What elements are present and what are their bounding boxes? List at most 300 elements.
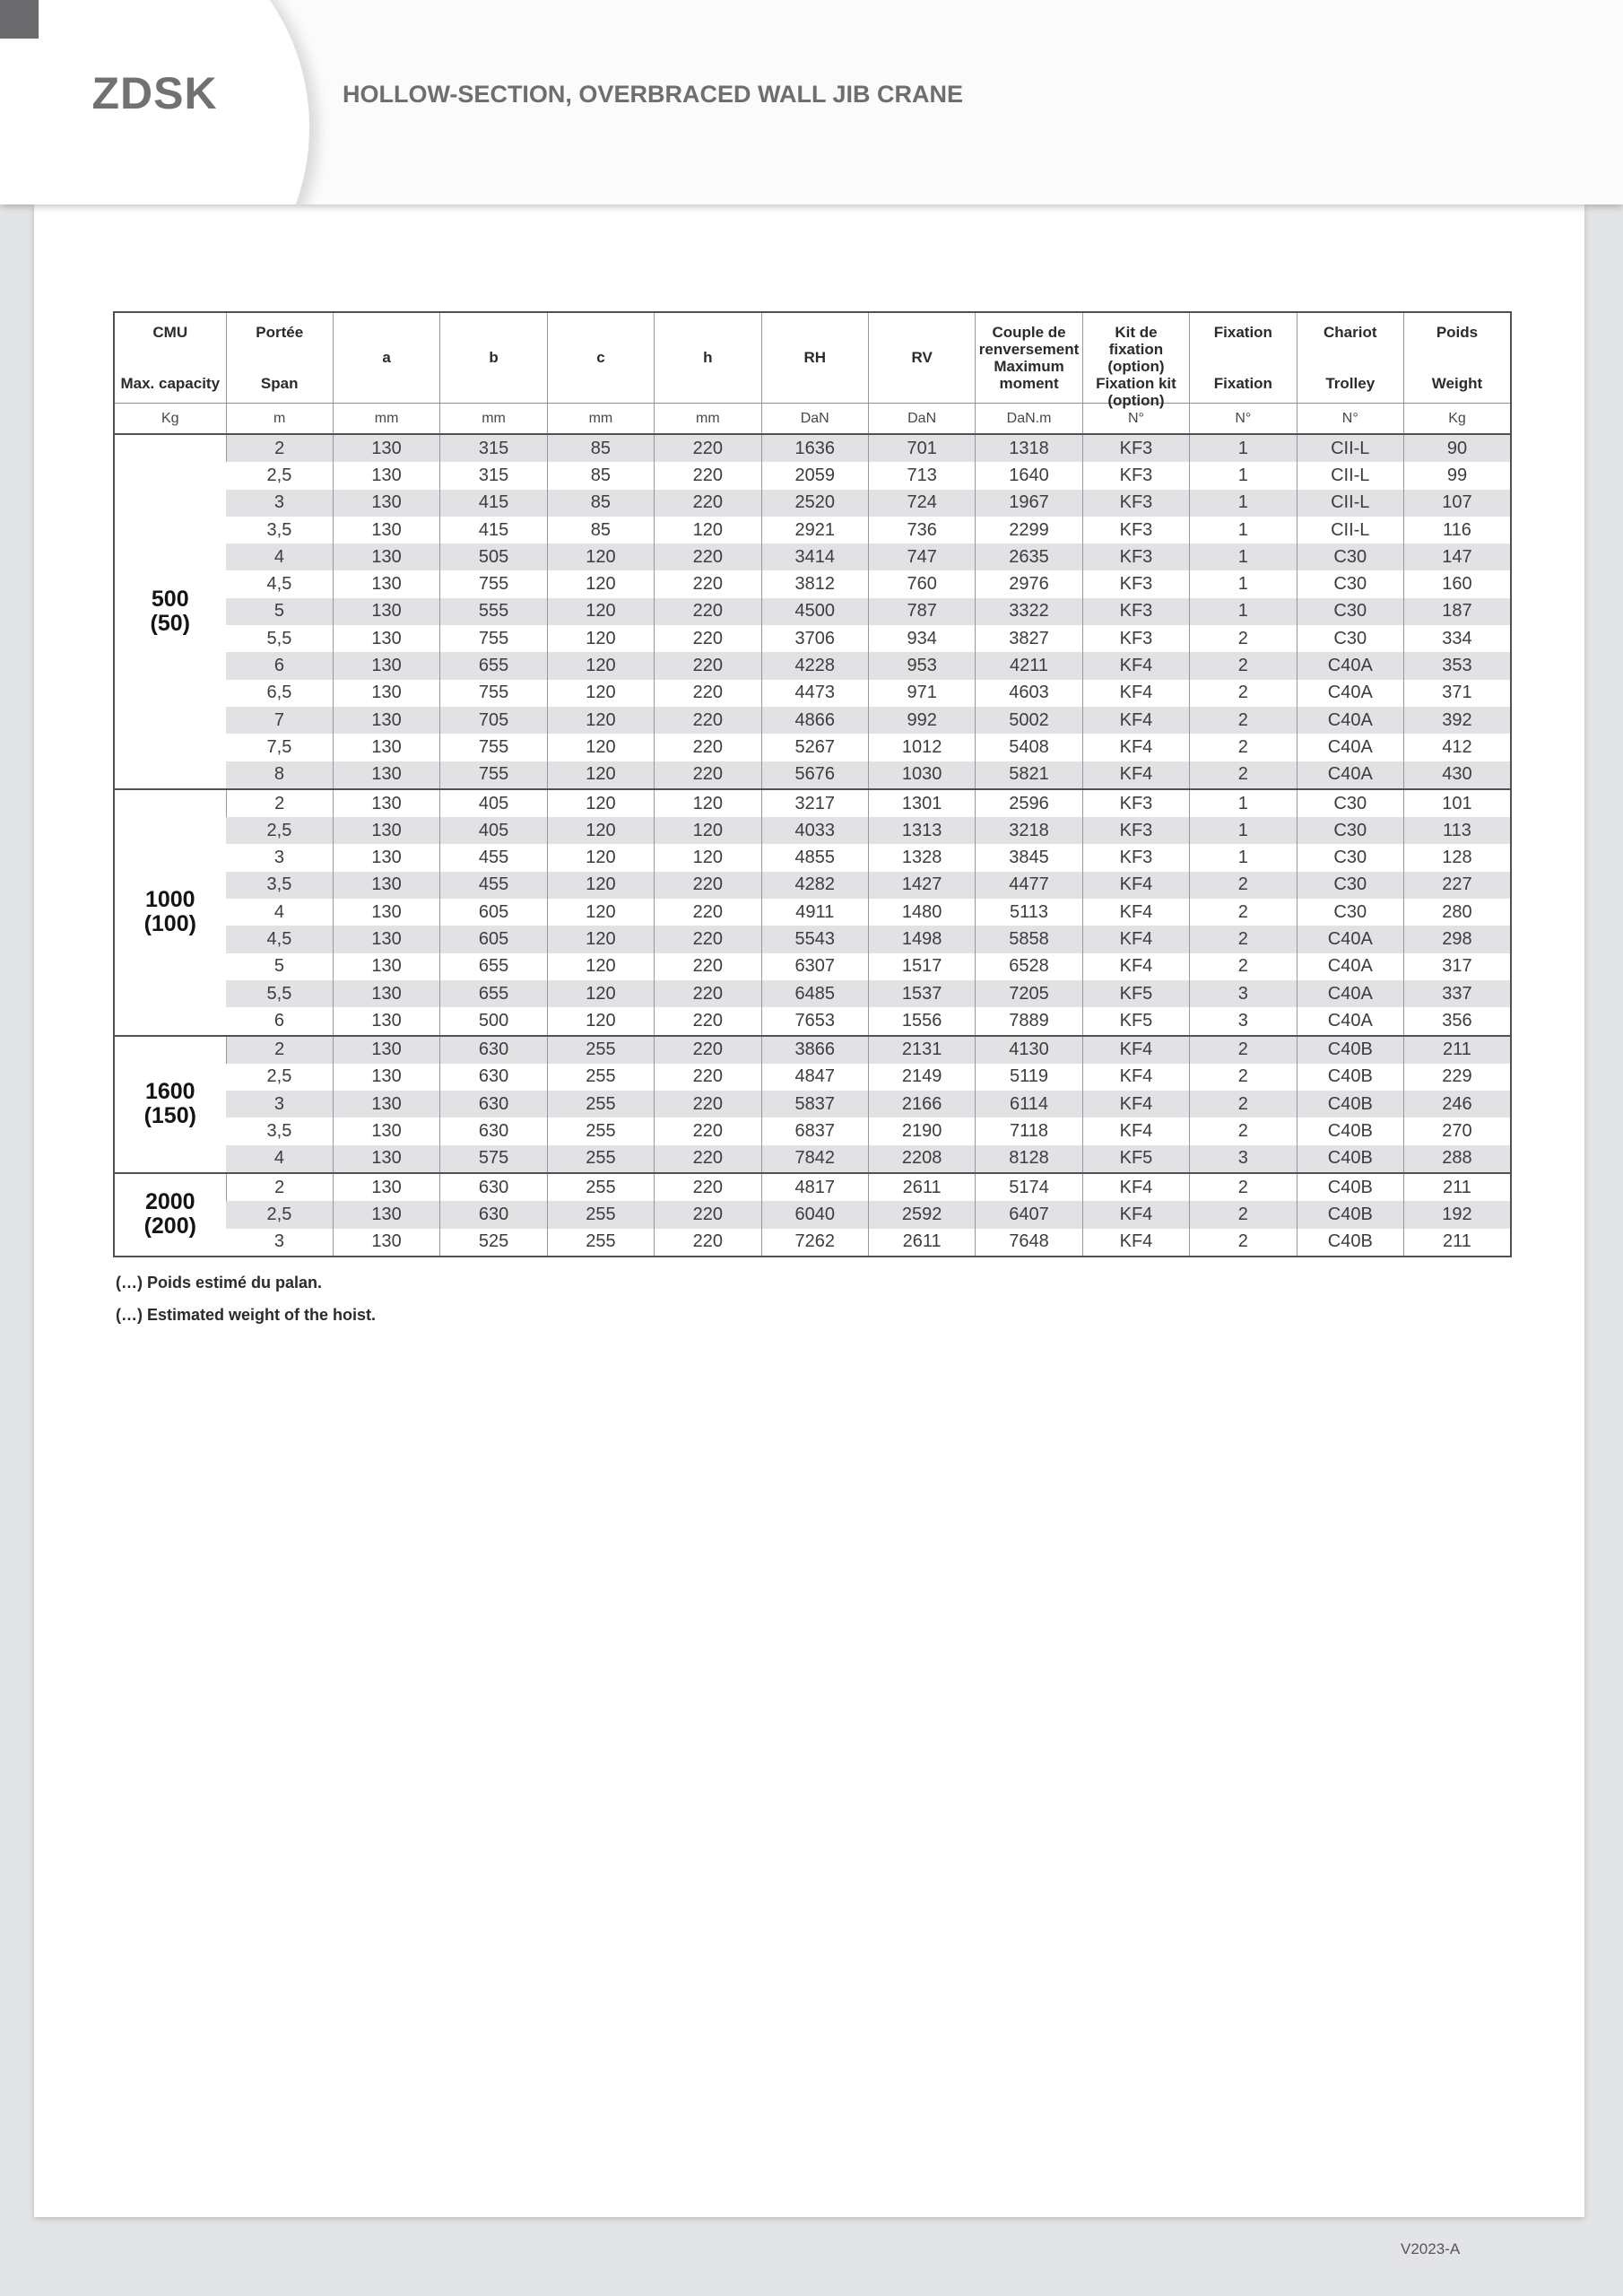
table-cell: 5174 bbox=[976, 1173, 1082, 1201]
table-cell: 2 bbox=[1190, 761, 1297, 789]
header-cell bbox=[226, 312, 333, 404]
table-cell: 130 bbox=[333, 1007, 439, 1035]
table-cell: 160 bbox=[1403, 570, 1511, 597]
table-cell: 334 bbox=[1403, 625, 1511, 652]
table-cell: C40A bbox=[1297, 652, 1403, 679]
table-cell: KF4 bbox=[1082, 1118, 1189, 1144]
table-cell: 2208 bbox=[868, 1145, 975, 1173]
table-cell: CII-L bbox=[1297, 434, 1403, 462]
table-cell: 630 bbox=[440, 1091, 547, 1118]
table-row bbox=[114, 1007, 1511, 1035]
header-cell bbox=[440, 312, 547, 404]
table-cell: 3 bbox=[1190, 1145, 1297, 1173]
table-cell: 255 bbox=[547, 1036, 654, 1064]
table-cell: 99 bbox=[1403, 462, 1511, 489]
table-cell: 1 bbox=[1190, 570, 1297, 597]
table-cell: 120 bbox=[547, 707, 654, 734]
table-cell: 2 bbox=[226, 1173, 333, 1201]
table-cell: C40A bbox=[1297, 734, 1403, 761]
table-cell: KF4 bbox=[1082, 680, 1189, 707]
header-label-fr: a bbox=[382, 349, 391, 367]
table-cell: 220 bbox=[655, 625, 761, 652]
header-label-fr: Chariot bbox=[1324, 324, 1377, 341]
table-cell: KF4 bbox=[1082, 707, 1189, 734]
table-cell: 5 bbox=[226, 953, 333, 980]
table-cell: 220 bbox=[655, 1229, 761, 1257]
table-cell: C40A bbox=[1297, 926, 1403, 952]
capacity-group bbox=[114, 1036, 1511, 1173]
table-cell: 605 bbox=[440, 926, 547, 952]
table-cell: 2520 bbox=[761, 490, 868, 517]
table-cell: 2611 bbox=[868, 1229, 975, 1257]
header-cell-wrap bbox=[1298, 313, 1403, 403]
table-cell: 430 bbox=[1403, 761, 1511, 789]
table-cell: 130 bbox=[333, 490, 439, 517]
table-cell: 3 bbox=[226, 490, 333, 517]
header-label-fr: RV bbox=[911, 349, 933, 367]
header-cell bbox=[655, 312, 761, 404]
table-row bbox=[114, 953, 1511, 980]
table-cell: 3827 bbox=[976, 625, 1082, 652]
table-cell: 255 bbox=[547, 1145, 654, 1173]
header-label-en: Span bbox=[260, 374, 299, 392]
table-row bbox=[114, 1201, 1511, 1228]
table-cell: 3 bbox=[226, 844, 333, 871]
table-cell: C40B bbox=[1297, 1091, 1403, 1118]
table-cell: KF4 bbox=[1082, 1173, 1189, 1201]
table-cell: 220 bbox=[655, 926, 761, 952]
table-cell: 934 bbox=[868, 625, 975, 652]
table-cell: 130 bbox=[333, 625, 439, 652]
table-cell: KF3 bbox=[1082, 789, 1189, 817]
table-cell: 2 bbox=[1190, 953, 1297, 980]
header-cell-wrap bbox=[655, 313, 760, 403]
capacity-value: 1600 bbox=[144, 1079, 195, 1105]
table-cell: 630 bbox=[440, 1118, 547, 1144]
table-cell: 227 bbox=[1403, 872, 1511, 899]
unit-cell: mm bbox=[655, 404, 761, 435]
header-label-en: Maximum moment bbox=[994, 358, 1064, 393]
table-cell: 705 bbox=[440, 707, 547, 734]
table-cell: 7889 bbox=[976, 1007, 1082, 1035]
table-cell: 130 bbox=[333, 1201, 439, 1228]
table-cell: 6114 bbox=[976, 1091, 1082, 1118]
header-label-en: Max. capacity bbox=[120, 374, 221, 392]
table-cell: 5267 bbox=[761, 734, 868, 761]
table-cell: 505 bbox=[440, 544, 547, 570]
table-cell: 555 bbox=[440, 598, 547, 625]
header-cell bbox=[1082, 312, 1189, 410]
unit-cell: N° bbox=[1297, 404, 1403, 435]
table-cell: 1 bbox=[1190, 817, 1297, 844]
table-row bbox=[114, 570, 1511, 597]
table-cell: 4228 bbox=[761, 652, 868, 679]
table-cell: 120 bbox=[547, 761, 654, 789]
table-cell: 575 bbox=[440, 1145, 547, 1173]
table-row bbox=[114, 844, 1511, 871]
table-cell: 90 bbox=[1403, 434, 1511, 462]
table-cell: 5119 bbox=[976, 1064, 1082, 1091]
unit-cell: mm bbox=[547, 404, 654, 435]
table-cell: 130 bbox=[333, 707, 439, 734]
header-label-en: Weight bbox=[1431, 374, 1483, 392]
header-cell-wrap bbox=[1083, 313, 1189, 410]
table-cell: 220 bbox=[655, 761, 761, 789]
capacity-value: 2000 bbox=[144, 1189, 195, 1215]
table-cell: 4911 bbox=[761, 899, 868, 926]
table-cell: 130 bbox=[333, 817, 439, 844]
table-cell: 220 bbox=[655, 1007, 761, 1035]
table-cell: 2 bbox=[226, 789, 333, 817]
table-cell: KF4 bbox=[1082, 953, 1189, 980]
table-cell: 2149 bbox=[868, 1064, 975, 1091]
table-cell: 120 bbox=[547, 817, 654, 844]
table-cell: 1 bbox=[1190, 844, 1297, 871]
table-cell: 2131 bbox=[868, 1036, 975, 1064]
header-label-en: Trolley bbox=[1325, 374, 1376, 392]
table-cell: 1967 bbox=[976, 490, 1082, 517]
table-row bbox=[114, 789, 1511, 817]
capacity-cell bbox=[114, 789, 226, 1036]
table-cell: 1 bbox=[1190, 490, 1297, 517]
table-cell: 220 bbox=[655, 544, 761, 570]
table-cell: KF4 bbox=[1082, 1064, 1189, 1091]
capacity-cell bbox=[114, 1036, 226, 1173]
table-cell: 6485 bbox=[761, 980, 868, 1007]
table-cell: 2190 bbox=[868, 1118, 975, 1144]
table-cell: 4817 bbox=[761, 1173, 868, 1201]
unit-cell: Kg bbox=[1403, 404, 1511, 435]
table-cell: KF3 bbox=[1082, 490, 1189, 517]
table-cell: 7842 bbox=[761, 1145, 868, 1173]
table-cell: 655 bbox=[440, 652, 547, 679]
table-cell: 1480 bbox=[868, 899, 975, 926]
table-cell: 1498 bbox=[868, 926, 975, 952]
table-row bbox=[114, 598, 1511, 625]
table-cell: C30 bbox=[1297, 625, 1403, 652]
table-cell: KF4 bbox=[1082, 872, 1189, 899]
table-cell: 630 bbox=[440, 1173, 547, 1201]
table-cell: KF5 bbox=[1082, 1007, 1189, 1035]
table-cell: 130 bbox=[333, 1118, 439, 1144]
table-cell: 120 bbox=[547, 899, 654, 926]
table-cell: 1 bbox=[1190, 544, 1297, 570]
table-row bbox=[114, 761, 1511, 789]
table-cell: 220 bbox=[655, 980, 761, 1007]
table-cell: 130 bbox=[333, 926, 439, 952]
table-cell: KF3 bbox=[1082, 517, 1189, 544]
table-cell: 4855 bbox=[761, 844, 868, 871]
header-label-fr: Kit de fixation (option) bbox=[1107, 324, 1165, 376]
unit-cell: N° bbox=[1190, 404, 1297, 435]
table-cell: 455 bbox=[440, 872, 547, 899]
header-cell bbox=[1190, 312, 1297, 404]
table-cell: 120 bbox=[547, 926, 654, 952]
table-cell: 220 bbox=[655, 1118, 761, 1144]
table-cell: 736 bbox=[868, 517, 975, 544]
table-cell: KF3 bbox=[1082, 462, 1189, 489]
table-cell: 755 bbox=[440, 625, 547, 652]
table-cell: 2 bbox=[1190, 1173, 1297, 1201]
table-cell: 255 bbox=[547, 1091, 654, 1118]
table-cell: 2592 bbox=[868, 1201, 975, 1228]
table-cell: 455 bbox=[440, 844, 547, 871]
table-cell: 220 bbox=[655, 680, 761, 707]
capacity-sub: (100) bbox=[143, 911, 196, 937]
table-cell: 220 bbox=[655, 652, 761, 679]
table-cell: 187 bbox=[1403, 598, 1511, 625]
table-cell: 220 bbox=[655, 462, 761, 489]
table-cell: 120 bbox=[547, 789, 654, 817]
table-cell: 2,5 bbox=[226, 1064, 333, 1091]
table-cell: 4,5 bbox=[226, 570, 333, 597]
header-cell-wrap bbox=[1404, 313, 1510, 403]
table-cell: 713 bbox=[868, 462, 975, 489]
table-cell: 1318 bbox=[976, 434, 1082, 462]
table-cell: KF4 bbox=[1082, 761, 1189, 789]
table-cell: 288 bbox=[1403, 1145, 1511, 1173]
table-cell: 130 bbox=[333, 1036, 439, 1064]
header-cell bbox=[114, 312, 226, 404]
table-cell: 6307 bbox=[761, 953, 868, 980]
page-title: HOLLOW-SECTION, OVERBRACED WALL JIB CRANE bbox=[343, 81, 963, 108]
table-cell: KF4 bbox=[1082, 926, 1189, 952]
table-cell: 953 bbox=[868, 652, 975, 679]
table-cell: 2 bbox=[1190, 652, 1297, 679]
table-cell: 6040 bbox=[761, 1201, 868, 1228]
table-cell: 8128 bbox=[976, 1145, 1082, 1173]
header-label-en: Fixation kit (option) bbox=[1096, 375, 1176, 410]
table-cell: 229 bbox=[1403, 1064, 1511, 1091]
capacity-group bbox=[114, 434, 1511, 789]
table-cell: 2 bbox=[1190, 1064, 1297, 1091]
table-cell: 3706 bbox=[761, 625, 868, 652]
table-cell: 356 bbox=[1403, 1007, 1511, 1035]
table-cell: 1 bbox=[1190, 462, 1297, 489]
table-cell: 5,5 bbox=[226, 980, 333, 1007]
table-row bbox=[114, 625, 1511, 652]
table-cell: 220 bbox=[655, 1201, 761, 1228]
table-cell: 2 bbox=[1190, 926, 1297, 952]
header-label-fr: Portée bbox=[256, 324, 304, 341]
table-cell: 1517 bbox=[868, 953, 975, 980]
unit-cell: DaN bbox=[761, 404, 868, 435]
footnote-fr: (…) Poids estimé du palan. bbox=[116, 1274, 323, 1292]
table-cell: 992 bbox=[868, 707, 975, 734]
version-label: V2023-A bbox=[1401, 2240, 1461, 2257]
table-cell: 130 bbox=[333, 1091, 439, 1118]
table-cell: 6837 bbox=[761, 1118, 868, 1144]
header-cell bbox=[333, 312, 439, 404]
unit-cell: m bbox=[226, 404, 333, 435]
table-head bbox=[114, 312, 1511, 434]
capacity-sub: (50) bbox=[150, 610, 190, 636]
table-cell: 113 bbox=[1403, 817, 1511, 844]
table-cell: 3845 bbox=[976, 844, 1082, 871]
table-cell: 1012 bbox=[868, 734, 975, 761]
table-cell: 755 bbox=[440, 680, 547, 707]
table-cell: 120 bbox=[547, 734, 654, 761]
table-cell: C30 bbox=[1297, 598, 1403, 625]
table-cell: 5 bbox=[226, 598, 333, 625]
table-cell: 315 bbox=[440, 434, 547, 462]
unit-cell: DaN.m bbox=[976, 404, 1082, 435]
table-cell: 3812 bbox=[761, 570, 868, 597]
unit-cell: DaN bbox=[868, 404, 975, 435]
table-cell: 2976 bbox=[976, 570, 1082, 597]
table-cell: 120 bbox=[547, 872, 654, 899]
table-cell: 655 bbox=[440, 953, 547, 980]
table-cell: 4130 bbox=[976, 1036, 1082, 1064]
table-cell: KF3 bbox=[1082, 598, 1189, 625]
table-cell: 120 bbox=[655, 817, 761, 844]
table-cell: 130 bbox=[333, 570, 439, 597]
table-cell: 7648 bbox=[976, 1229, 1082, 1257]
table-cell: KF4 bbox=[1082, 1036, 1189, 1064]
table-cell: 130 bbox=[333, 652, 439, 679]
table-cell: 120 bbox=[547, 680, 654, 707]
table-cell: 605 bbox=[440, 899, 547, 926]
table-cell: 3 bbox=[1190, 980, 1297, 1007]
table-cell: 246 bbox=[1403, 1091, 1511, 1118]
table-cell: 500 bbox=[440, 1007, 547, 1035]
table-cell: 120 bbox=[547, 625, 654, 652]
table-cell: 2059 bbox=[761, 462, 868, 489]
table-cell: 220 bbox=[655, 1064, 761, 1091]
table-cell: 4473 bbox=[761, 680, 868, 707]
header-label-fr: Couple de renversement bbox=[978, 324, 1080, 359]
table-row bbox=[114, 1229, 1511, 1257]
footnote-en: (…) Estimated weight of the hoist. bbox=[116, 1306, 377, 1324]
table-cell: 2,5 bbox=[226, 462, 333, 489]
table-row bbox=[114, 872, 1511, 899]
table-cell: 1640 bbox=[976, 462, 1082, 489]
table-cell: 2 bbox=[1190, 734, 1297, 761]
header-cell bbox=[976, 312, 1082, 404]
header-label-fr: c bbox=[596, 349, 605, 367]
table-row bbox=[114, 462, 1511, 489]
table-cell: KF3 bbox=[1082, 544, 1189, 570]
table-cell: 5858 bbox=[976, 926, 1082, 952]
table-cell: 120 bbox=[547, 652, 654, 679]
table-cell: 6407 bbox=[976, 1201, 1082, 1228]
table-cell: 353 bbox=[1403, 652, 1511, 679]
table-cell: 7,5 bbox=[226, 734, 333, 761]
capacity-sub: (200) bbox=[143, 1213, 196, 1239]
table-cell: KF5 bbox=[1082, 980, 1189, 1007]
table-cell: 2 bbox=[1190, 1091, 1297, 1118]
table-cell: 4,5 bbox=[226, 926, 333, 952]
table-cell: 255 bbox=[547, 1064, 654, 1091]
table-cell: 4 bbox=[226, 544, 333, 570]
table-cell: 1313 bbox=[868, 817, 975, 844]
unit-cell: mm bbox=[440, 404, 547, 435]
unit-cell: N° bbox=[1082, 404, 1189, 435]
table-cell: 130 bbox=[333, 1229, 439, 1257]
table-cell: KF3 bbox=[1082, 434, 1189, 462]
table-cell: C40B bbox=[1297, 1145, 1403, 1173]
table-cell: 130 bbox=[333, 1173, 439, 1201]
table-cell: 130 bbox=[333, 680, 439, 707]
table-cell: 220 bbox=[655, 1173, 761, 1201]
table-cell: 2 bbox=[1190, 872, 1297, 899]
header-cell-wrap bbox=[1190, 313, 1296, 403]
table-cell: KF3 bbox=[1082, 625, 1189, 652]
table-cell: 4477 bbox=[976, 872, 1082, 899]
table-cell: 3,5 bbox=[226, 517, 333, 544]
table-cell: 2 bbox=[1190, 899, 1297, 926]
table-cell: 220 bbox=[655, 490, 761, 517]
table-cell: 270 bbox=[1403, 1118, 1511, 1144]
table-cell: 120 bbox=[655, 844, 761, 871]
unit-cell: mm bbox=[333, 404, 439, 435]
header-cell bbox=[547, 312, 654, 404]
table-cell: C40B bbox=[1297, 1036, 1403, 1064]
table-cell: C40A bbox=[1297, 1007, 1403, 1035]
table-row bbox=[114, 1145, 1511, 1173]
header-label-fr: Poids bbox=[1436, 324, 1479, 341]
table-cell: 6528 bbox=[976, 953, 1082, 980]
table-cell: 1 bbox=[1190, 598, 1297, 625]
table-cell: 2 bbox=[226, 1036, 333, 1064]
table-cell: 5676 bbox=[761, 761, 868, 789]
table-cell: 130 bbox=[333, 789, 439, 817]
table-cell: 130 bbox=[333, 598, 439, 625]
table-row bbox=[114, 680, 1511, 707]
header-cell-wrap bbox=[548, 313, 654, 403]
table-cell: 724 bbox=[868, 490, 975, 517]
table-cell: 120 bbox=[547, 570, 654, 597]
table-cell: 3218 bbox=[976, 817, 1082, 844]
table-cell: C40B bbox=[1297, 1064, 1403, 1091]
table-cell: 392 bbox=[1403, 707, 1511, 734]
table-cell: 85 bbox=[547, 434, 654, 462]
table-cell: 220 bbox=[655, 734, 761, 761]
header-cell bbox=[1297, 312, 1403, 404]
table-cell: 3217 bbox=[761, 789, 868, 817]
table-cell: 3 bbox=[1190, 1007, 1297, 1035]
table-cell: 2 bbox=[1190, 1036, 1297, 1064]
table-cell: 120 bbox=[547, 844, 654, 871]
table-cell: 5543 bbox=[761, 926, 868, 952]
table-cell: 130 bbox=[333, 517, 439, 544]
header-label-fr: RH bbox=[803, 349, 827, 367]
table-cell: C40A bbox=[1297, 980, 1403, 1007]
capacity-value: 500 bbox=[151, 586, 189, 612]
table-cell: 3322 bbox=[976, 598, 1082, 625]
table-cell: CII-L bbox=[1297, 462, 1403, 489]
table-cell: 280 bbox=[1403, 899, 1511, 926]
table-cell: 971 bbox=[868, 680, 975, 707]
table-cell: 760 bbox=[868, 570, 975, 597]
table-cell: 3,5 bbox=[226, 872, 333, 899]
table-cell: 255 bbox=[547, 1118, 654, 1144]
table-cell: 1328 bbox=[868, 844, 975, 871]
table-cell: C30 bbox=[1297, 844, 1403, 871]
table-cell: 2 bbox=[1190, 625, 1297, 652]
table-cell: 1556 bbox=[868, 1007, 975, 1035]
table-cell: 220 bbox=[655, 1091, 761, 1118]
table-cell: 1427 bbox=[868, 872, 975, 899]
table-cell: 211 bbox=[1403, 1173, 1511, 1201]
table-cell: 130 bbox=[333, 544, 439, 570]
header-label-fr: h bbox=[703, 349, 713, 367]
table-cell: KF4 bbox=[1082, 1201, 1189, 1228]
table-cell: 7262 bbox=[761, 1229, 868, 1257]
table-cell: 130 bbox=[333, 434, 439, 462]
header-cell-wrap bbox=[227, 313, 333, 403]
table-row bbox=[114, 1091, 1511, 1118]
